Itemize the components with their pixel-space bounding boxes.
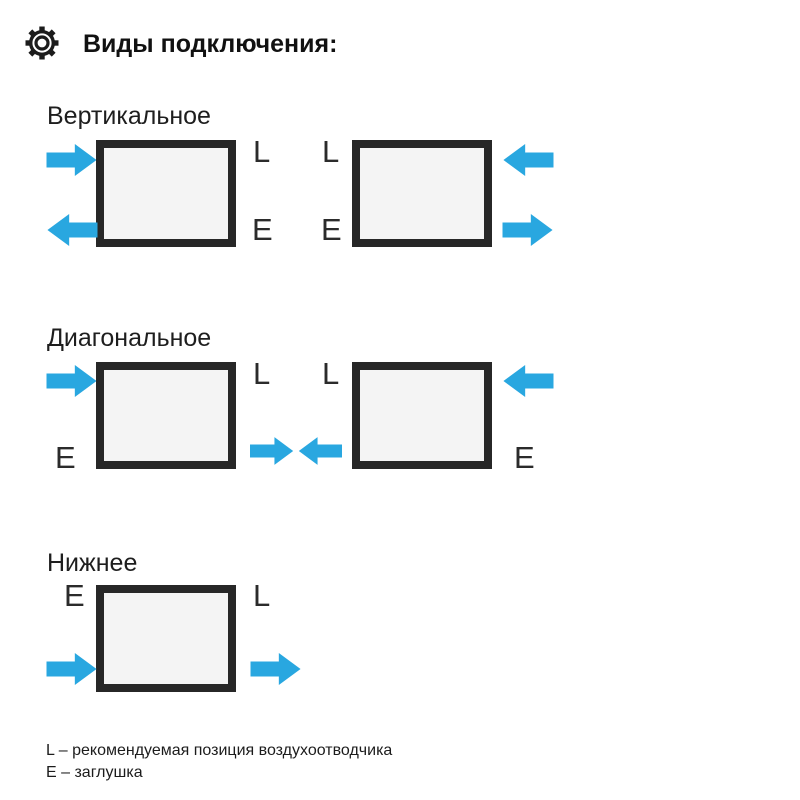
radiator-rect xyxy=(352,362,492,469)
legend-line-vent: L – рекомендуемая позиция воздухоотводчика xyxy=(46,742,393,759)
arrow-right-icon xyxy=(502,213,554,247)
vent-letter: L xyxy=(253,578,271,613)
radiator-rect xyxy=(352,140,492,247)
legend-line-plug: E – заглушка xyxy=(46,764,143,781)
section-title-diagonal: Диагональное xyxy=(47,324,212,352)
radiator-rect xyxy=(96,585,236,692)
arrow-right-icon xyxy=(250,436,294,466)
section-title-vertical: Вертикальное xyxy=(47,102,211,130)
plug-letter: E xyxy=(64,578,85,613)
arrow-right-icon xyxy=(250,652,302,686)
arrow-left-icon xyxy=(502,143,554,177)
vent-letter: L xyxy=(253,134,271,169)
arrow-right-icon xyxy=(46,364,98,398)
plug-letter: E xyxy=(514,440,535,475)
vent-letter: L xyxy=(322,134,340,169)
arrow-left-icon xyxy=(46,213,98,247)
page-title: Виды подключения: xyxy=(83,30,338,58)
plug-letter: E xyxy=(55,440,76,475)
arrow-left-icon xyxy=(298,436,342,466)
vent-letter: L xyxy=(322,356,340,391)
gear-icon xyxy=(22,23,62,63)
arrow-right-icon xyxy=(46,143,98,177)
vent-letter: L xyxy=(253,356,271,391)
plug-letter: E xyxy=(252,212,273,247)
radiator-rect xyxy=(96,140,236,247)
arrow-right-icon xyxy=(46,652,98,686)
section-title-bottom: Нижнее xyxy=(47,549,138,577)
arrow-left-icon xyxy=(502,364,554,398)
legend xyxy=(46,740,392,784)
radiator-rect xyxy=(96,362,236,469)
plug-letter: E xyxy=(321,212,342,247)
